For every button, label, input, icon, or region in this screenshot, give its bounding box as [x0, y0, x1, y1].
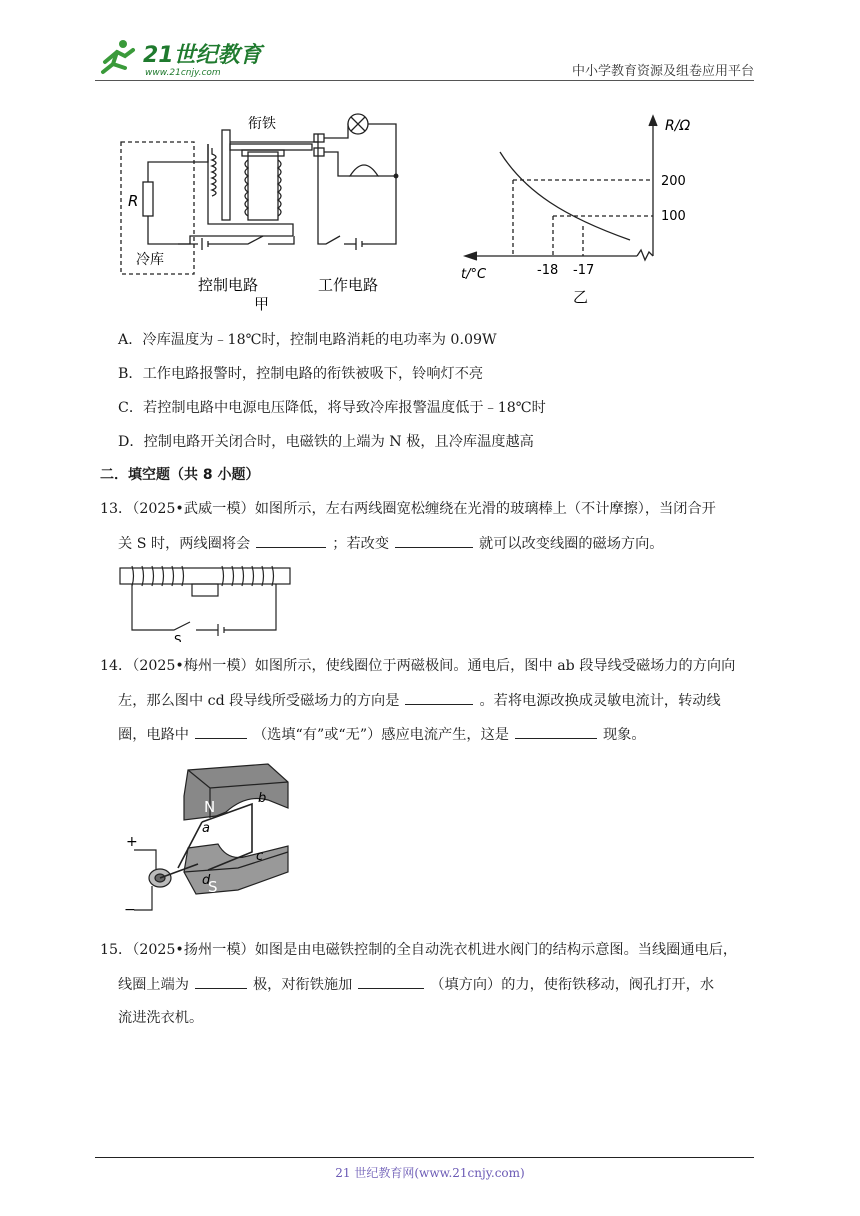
- x-tick-minus17: -17: [573, 263, 595, 278]
- q13-blank-1[interactable]: [256, 533, 326, 548]
- label-work-circuit: 工作电路: [318, 276, 379, 294]
- label-n-pole: N: [204, 798, 216, 816]
- q15-blank-2[interactable]: [358, 974, 424, 989]
- label-d: d: [202, 873, 211, 888]
- q13-blank-2[interactable]: [395, 533, 473, 548]
- footer-divider: [95, 1157, 754, 1158]
- section-title: 二．填空题（共 8 小题）: [100, 467, 260, 483]
- q14-line1: 14．（2025•梅州一模）如图所示，使线圈位于两磁极间。通电后，图中 ab 段导线受磁场力的方向向: [100, 658, 736, 674]
- q14-blank-2[interactable]: [195, 724, 247, 739]
- q15-blank-1[interactable]: [195, 974, 247, 989]
- q14-line2: 左，那么图中 cd 段导线所受磁场力的方向是 。若将电源改换成灵敏电流计，转动线: [118, 690, 721, 711]
- figure-jia-circuit: [118, 104, 418, 314]
- y-tick-200: 200: [661, 174, 686, 189]
- x-axis-label: t/°C: [461, 267, 487, 282]
- switch-label: S: [174, 633, 182, 642]
- logo-url: www.21cnjy.com: [145, 68, 221, 78]
- figure-yi-graph: [455, 112, 720, 312]
- label-cold-storage: 冷库: [136, 252, 164, 268]
- option-b: B．工作电路报警时，控制电路的衔铁被吸下，铃响灯不亮: [118, 366, 484, 382]
- caption-yi: 乙: [573, 288, 589, 306]
- label-plus: +: [126, 834, 138, 850]
- q14-line3: 圈，电路中 （选填“有”或“无”）感应电流产生，这是 现象。: [118, 724, 646, 745]
- site-logo: [95, 38, 265, 78]
- option-a: A．冷库温度为﹣18℃时，控制电路消耗的电功率为 0.09W: [118, 332, 497, 348]
- label-r: R: [128, 192, 139, 210]
- label-s-pole: S: [208, 878, 218, 896]
- q13-line2: 关 S 时，两线圈将会 ；若改变 就可以改变线圈的磁场方向。: [118, 533, 663, 554]
- q14-blank-3[interactable]: [515, 724, 597, 739]
- label-a: a: [202, 821, 210, 836]
- y-tick-100: 100: [661, 209, 686, 224]
- logo-text: 21世纪教育: [143, 43, 262, 68]
- caption-jia: 甲: [254, 295, 270, 313]
- q15-line3: 流进洗衣机。: [118, 1010, 204, 1026]
- q15-line2: 线圈上端为 极，对衔铁施加 （填方向）的力，使衔铁移动，阀孔打开，水: [118, 974, 714, 995]
- runner-icon: [103, 40, 133, 72]
- header-divider: [95, 80, 754, 81]
- label-control-circuit: 控制电路: [198, 276, 259, 294]
- figure-q14-motor: [118, 760, 298, 920]
- y-axis-label: R/Ω: [665, 118, 691, 134]
- option-c: C．若控制电路中电源电压降低，将导致冷库报警温度低于﹣18℃时: [118, 400, 546, 416]
- label-c: c: [256, 849, 264, 864]
- q14-blank-1[interactable]: [405, 690, 473, 705]
- label-minus: −: [124, 902, 136, 918]
- platform-name: 中小学教育资源及组卷应用平台: [571, 64, 754, 79]
- option-d: D．控制电路开关闭合时，电磁铁的上端为 N 极，且冷库温度越高: [118, 434, 534, 450]
- figure-q13-coils: [118, 562, 293, 642]
- q13-line1: 13．（2025•武威一模）如图所示，左右两线圈宽松缠绕在光滑的玻璃棒上（不计摩擦），当闭合开: [100, 501, 716, 517]
- footer-text: 21 世纪教育网(www.21cnjy.com): [335, 1166, 525, 1180]
- label-b: b: [258, 791, 267, 806]
- q15-line1: 15．（2025•扬州一模）如图是由电磁铁控制的全自动洗衣机进水阀门的结构示意图。当线圈通电后，: [100, 942, 738, 958]
- label-armature: 衔铁: [248, 116, 276, 132]
- x-tick-minus18: -18: [537, 263, 559, 278]
